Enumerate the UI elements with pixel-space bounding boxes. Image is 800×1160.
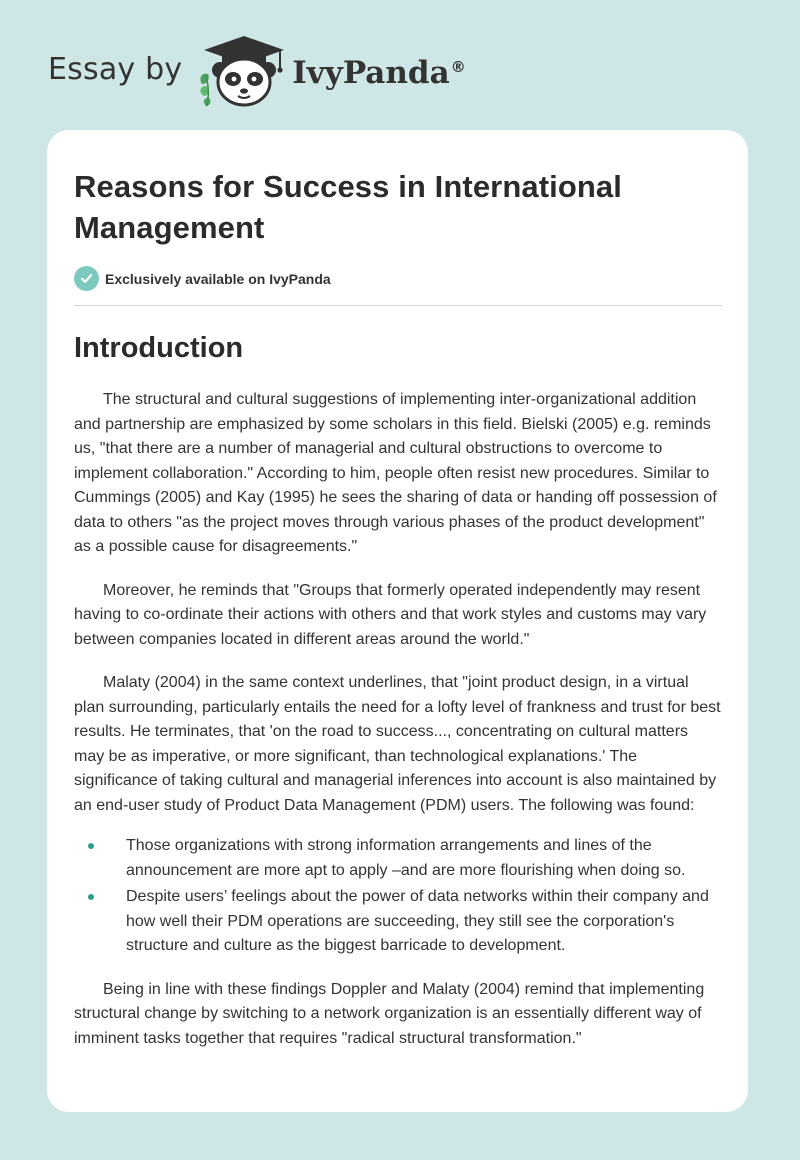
list-item (74, 885, 722, 959)
paragraph-2: Moreover, he reminds that "Groups that formerly operated independently may resent having to co-ordinate their actions with others and that work styles and customs may vary between companies located in different areas around the world." (74, 581, 707, 648)
paragraph-3: Malaty (2004) in the same context underlines, that "joint product design, in a virtual plan surrounding, particularly entails the need for a lofty level of frankness and trust for best results. He terminates, that 'on the road to success..., concentrating on cultural matters may be as imperative, or more significant, than technological explanations.' The significance of taking cultural and managerial inferences into account is also maintained by an end-user study of Product Data Management (PDM) users. The following was found: (74, 674, 721, 814)
paragraph-closing: Being in line with these findings Doppler and Malaty (2004) remind that implementing structural change by switching to a network organization is an essentially different way of imminent tasks together that requires "radical structural transformation." (74, 980, 705, 1047)
bullet-dot-icon (88, 894, 94, 900)
exclusive-badge (74, 266, 722, 291)
list-item-text: Despite users’ feelings about the power of data networks within their company and how well their PDM operations are succeeding, they still see the corporation's structure and culture as the biggest barricade to development. (126, 888, 709, 954)
findings-list (74, 834, 722, 959)
list-item-text: Those organizations with strong information arrangements and lines of the announcement are more apt to apply –and are more flourishing when doing so. (126, 837, 686, 879)
panda-logo-icon (196, 34, 288, 108)
brand-registered-mark: ® (450, 57, 466, 76)
title-divider (74, 305, 722, 306)
bullet-dot-icon (88, 843, 94, 849)
brand-name-text: IvyPanda (292, 55, 450, 91)
check-circle-icon (74, 266, 99, 291)
exclusive-label: Exclusively available on IvyPanda (105, 270, 331, 287)
essay-card (47, 130, 748, 1112)
paragraph-1: The structural and cultural suggestions of implementing inter-organizational addition and partnership are emphasized by some scholars in this field. Bielski (2005) e.g. reminds us, "that there are a number of managerial and cultural obstructions to overcome to implement collaboration." According to him, people often resist new procedures. Similar to Cummings (2005) and Kay (1995) he sees the sharing of data or handing off possession of data to others "as the project moves through various phases of the product development" as a possible cause for disagreements." (74, 391, 717, 555)
list-item (74, 834, 722, 883)
brand-name (292, 55, 465, 91)
brand-prefix: Essay by (48, 51, 183, 87)
brand-header (48, 34, 466, 108)
essay-title: Reasons for Success in International Management (74, 169, 622, 245)
section-title-introduction: Introduction (74, 332, 244, 364)
